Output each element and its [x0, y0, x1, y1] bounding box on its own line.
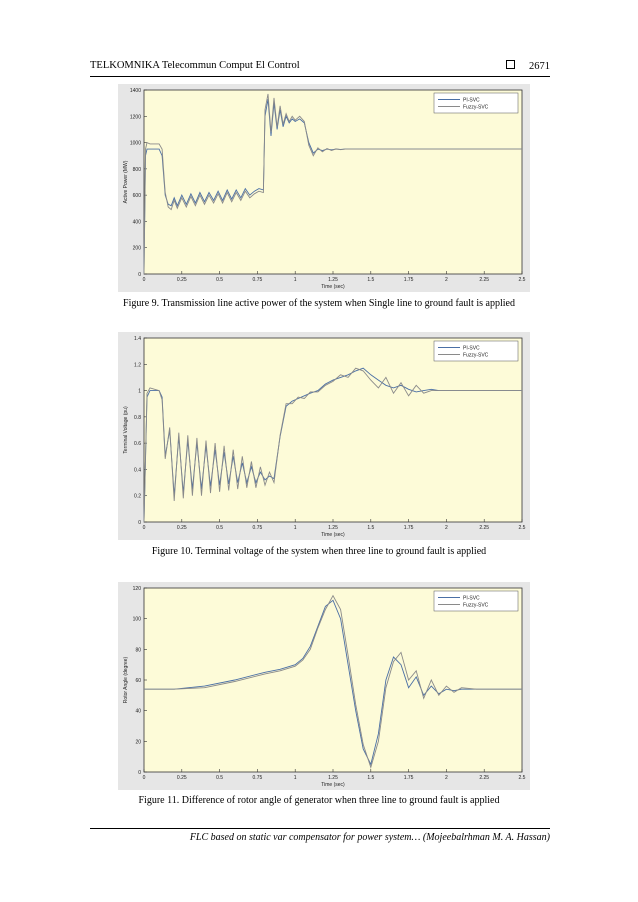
x-tick-label: 1.75: [403, 525, 414, 531]
y-tick-label: 40: [135, 708, 141, 715]
page-header: [90, 60, 550, 77]
y-tick-label: 0: [138, 520, 141, 526]
square-bullet-icon: [506, 60, 515, 69]
y-tick-label: 0.8: [134, 414, 141, 421]
x-axis-label: Time (sec): [321, 284, 345, 290]
x-tick-label: 1: [293, 277, 297, 283]
footer-rule: [90, 828, 550, 829]
x-tick-label: 2: [445, 775, 448, 781]
legend-label: Fuzzy-SVC: [463, 602, 489, 609]
chart-svg: [118, 582, 530, 790]
y-tick-label: 0: [138, 272, 141, 278]
y-tick-label: 200: [132, 245, 141, 252]
y-tick-label: 1200: [129, 114, 141, 121]
x-tick-label: 0.25: [176, 525, 187, 531]
x-tick-label: 1: [293, 775, 297, 781]
y-tick-label: 80: [135, 647, 141, 654]
x-tick-label: 1.75: [403, 277, 414, 283]
x-tick-label: 0.5: [216, 277, 224, 283]
y-tick-label: 20: [135, 739, 141, 746]
y-tick-label: 0.4: [134, 467, 141, 474]
legend-label: PI-SVC: [463, 97, 480, 104]
figure-9-chart: [118, 84, 530, 292]
x-tick-label: 1.25: [328, 277, 338, 283]
figure-11-caption: Figure 11. Difference of rotor angle of generator when three line to ground fault is applied: [138, 795, 500, 806]
plot-area: [144, 588, 522, 772]
x-tick-label: 2.25: [479, 525, 490, 531]
figure-10-caption: Figure 10. Terminal voltage of the system when three line to ground fault is applied: [151, 546, 487, 557]
x-tick-label: 0.5: [216, 525, 224, 531]
x-tick-label: 1.5: [367, 525, 375, 531]
plot-area: [144, 338, 522, 522]
y-tick-label: 800: [132, 166, 141, 173]
y-tick-label: 1: [138, 388, 141, 395]
y-tick-label: 0.2: [134, 493, 141, 500]
y-tick-label: 60: [135, 678, 141, 684]
page-number-group: [506, 60, 550, 72]
y-tick-label: 100: [132, 616, 141, 623]
legend-label: PI-SVC: [463, 595, 480, 602]
x-axis-label: Time (sec): [321, 782, 345, 788]
x-tick-label: 0: [142, 525, 146, 531]
x-tick-label: 2.25: [479, 775, 490, 781]
legend-label: PI-SVC: [463, 345, 480, 352]
x-tick-label: 0.25: [176, 277, 187, 283]
x-tick-label: 0.5: [216, 775, 224, 781]
chart-svg: [118, 84, 530, 292]
x-tick-label: 0.75: [252, 525, 263, 531]
x-tick-label: 2.25: [479, 277, 490, 283]
legend-label: Fuzzy-SVC: [463, 352, 489, 359]
x-tick-label: 2.5: [518, 277, 526, 283]
x-tick-label: 0: [142, 775, 146, 781]
y-tick-label: 0: [138, 770, 141, 776]
figure-11-chart: [118, 582, 530, 790]
x-tick-label: 1.75: [403, 775, 414, 781]
x-tick-label: 0.25: [176, 775, 187, 781]
plot-area: [144, 90, 522, 274]
x-axis-label: Time (sec): [321, 532, 345, 538]
y-axis-label: Terminal Voltage (pu): [123, 406, 129, 454]
x-tick-label: 2: [445, 525, 448, 531]
y-tick-label: 1000: [129, 140, 141, 147]
x-tick-label: 0: [142, 277, 146, 283]
x-tick-label: 1.25: [328, 525, 338, 531]
page-footer: FLC based on static var compensator for power system… (Mojeebalrhman M. A. Hassan): [189, 832, 550, 843]
x-tick-label: 2: [445, 277, 448, 283]
y-tick-label: 400: [132, 219, 141, 226]
x-tick-label: 0.75: [252, 277, 263, 283]
y-tick-label: 1.2: [134, 362, 141, 369]
y-tick-label: 600: [132, 193, 141, 200]
journal-title: TELKOMNIKA Telecommun Comput El Control: [90, 60, 300, 71]
y-tick-label: 0.6: [134, 441, 141, 448]
y-tick-label: 1.4: [134, 336, 141, 342]
figure-10-chart: [118, 332, 530, 540]
y-axis-label: Active Power (MW): [123, 160, 129, 204]
legend-label: Fuzzy-SVC: [463, 104, 489, 111]
x-tick-label: 2.5: [518, 775, 526, 781]
x-tick-label: 2.5: [518, 525, 526, 531]
chart-svg: [118, 332, 530, 540]
x-tick-label: 1.25: [328, 775, 338, 781]
x-tick-label: 0.75: [252, 775, 263, 781]
y-axis-label: Rotor Angle (degree): [123, 656, 129, 704]
x-tick-label: 1: [293, 525, 297, 531]
figure-9-caption: Figure 9. Transmission line active power of the system when Single line to ground fault is applied: [123, 298, 515, 309]
x-tick-label: 1.5: [367, 277, 375, 283]
page-number: 2671: [529, 61, 550, 72]
x-tick-label: 1.5: [367, 775, 375, 781]
y-tick-label: 1400: [129, 88, 141, 94]
y-tick-label: 120: [132, 586, 141, 592]
